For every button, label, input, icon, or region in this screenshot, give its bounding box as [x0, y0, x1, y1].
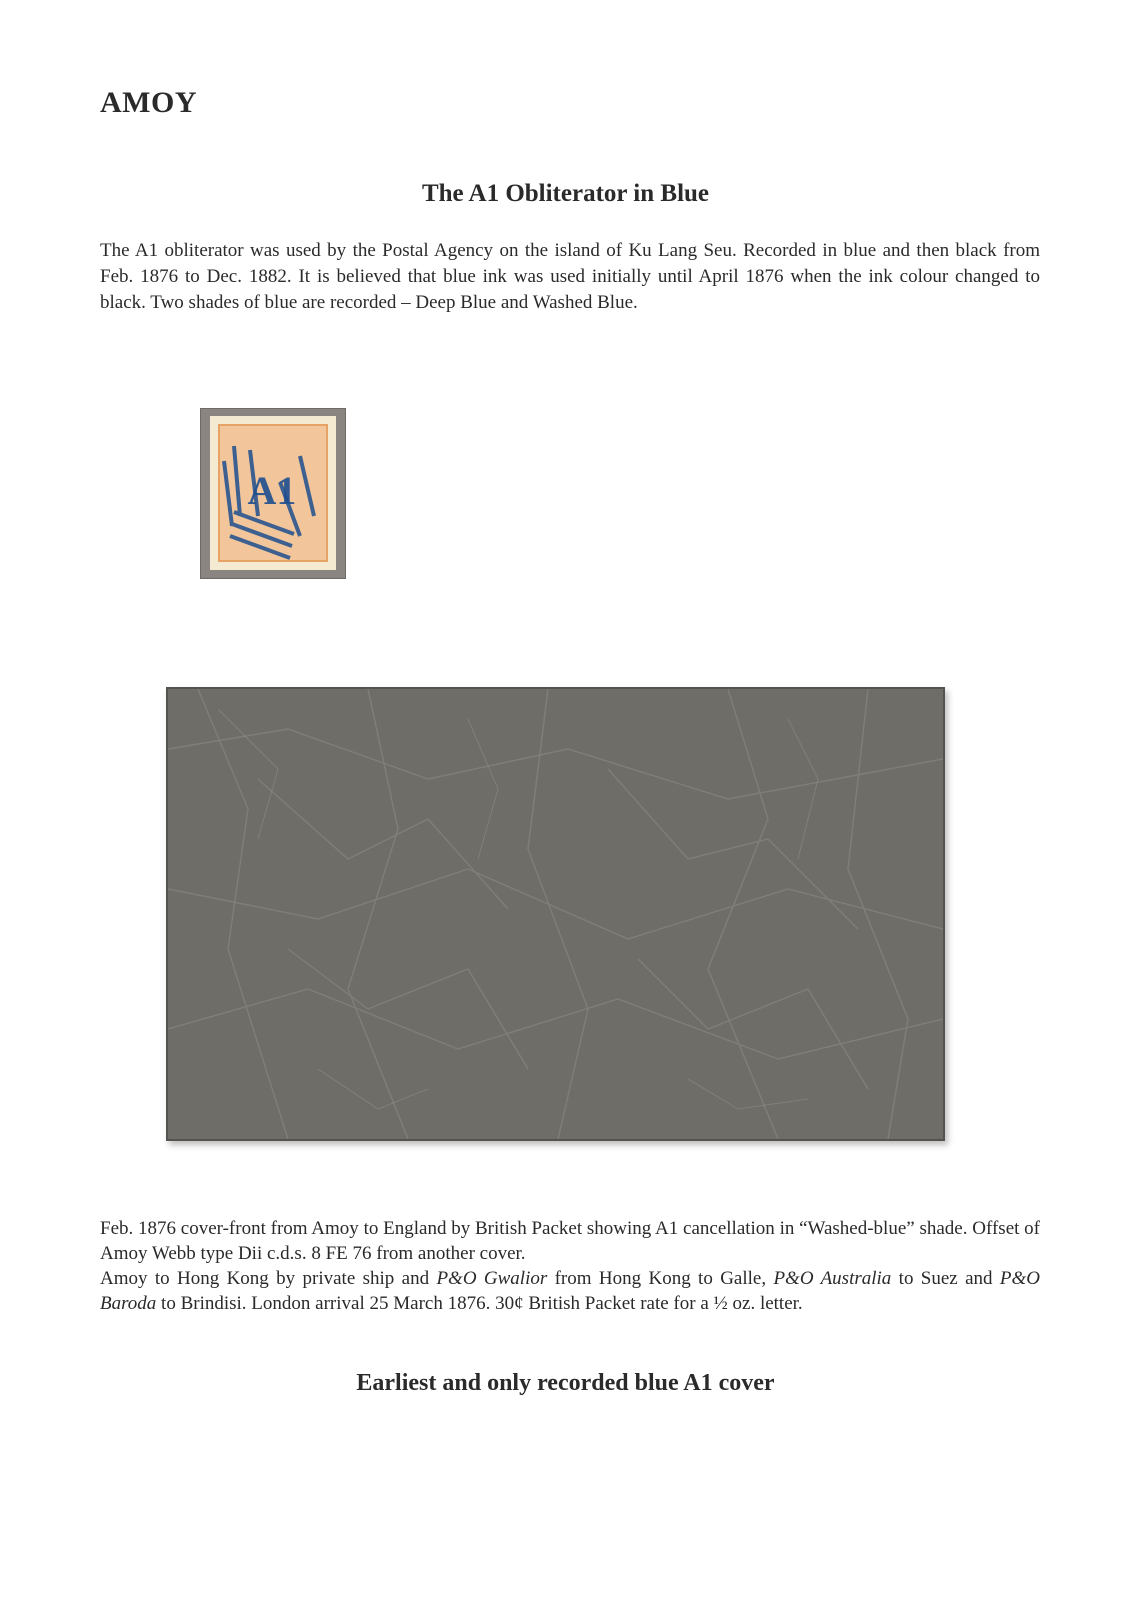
intro-paragraph: The A1 obliterator was used by the Postal Agency on the island of Ku Lang Seu. Recorded in blue and then black from Feb. 1876 to Dec. 1882. It is believed that blue ink was used initially until April 1876 when the ink colour changed to black. Two shades of blue are recorded – Deep Blue and Washed Blue. — [100, 240, 1040, 313]
desc-text: from Hong Kong to Galle, — [547, 1268, 774, 1289]
desc-text: to Brindisi. London arrival 25 March 1876. 30¢ British Packet rate for a ½ oz. letter. — [156, 1293, 803, 1314]
description-line-1: Feb. 1876 cover-front from Amoy to England by British Packet showing A1 cancellation in “Washed-blue” shade. Offset of Amoy Webb type Dii c.d.s. 8 FE 76 from another cover. — [100, 1218, 1040, 1264]
ship-name: P&O Baroda — [100, 1268, 1040, 1314]
stamp — [210, 416, 336, 570]
desc-text: to Suez and — [891, 1268, 1000, 1289]
desc-text: Amoy to Hong Kong by private ship and — [100, 1268, 437, 1289]
description-line-2 — [100, 1266, 1040, 1316]
cover-description — [100, 1216, 1040, 1316]
ship-name: P&O Gwalior — [436, 1268, 548, 1289]
cover-texture-icon — [168, 689, 943, 1139]
cancel-text: A1 — [247, 468, 297, 513]
a1-cancel-icon — [210, 416, 336, 570]
footer-note: Earliest and only recorded blue A1 cover — [356, 1370, 775, 1396]
cover-front-image — [166, 687, 945, 1141]
page-title: AMOY — [100, 86, 197, 119]
ship-name: P&O Australia — [773, 1268, 892, 1289]
stamp-image — [200, 408, 346, 579]
section-title: The A1 Obliterator in Blue — [421, 180, 710, 207]
